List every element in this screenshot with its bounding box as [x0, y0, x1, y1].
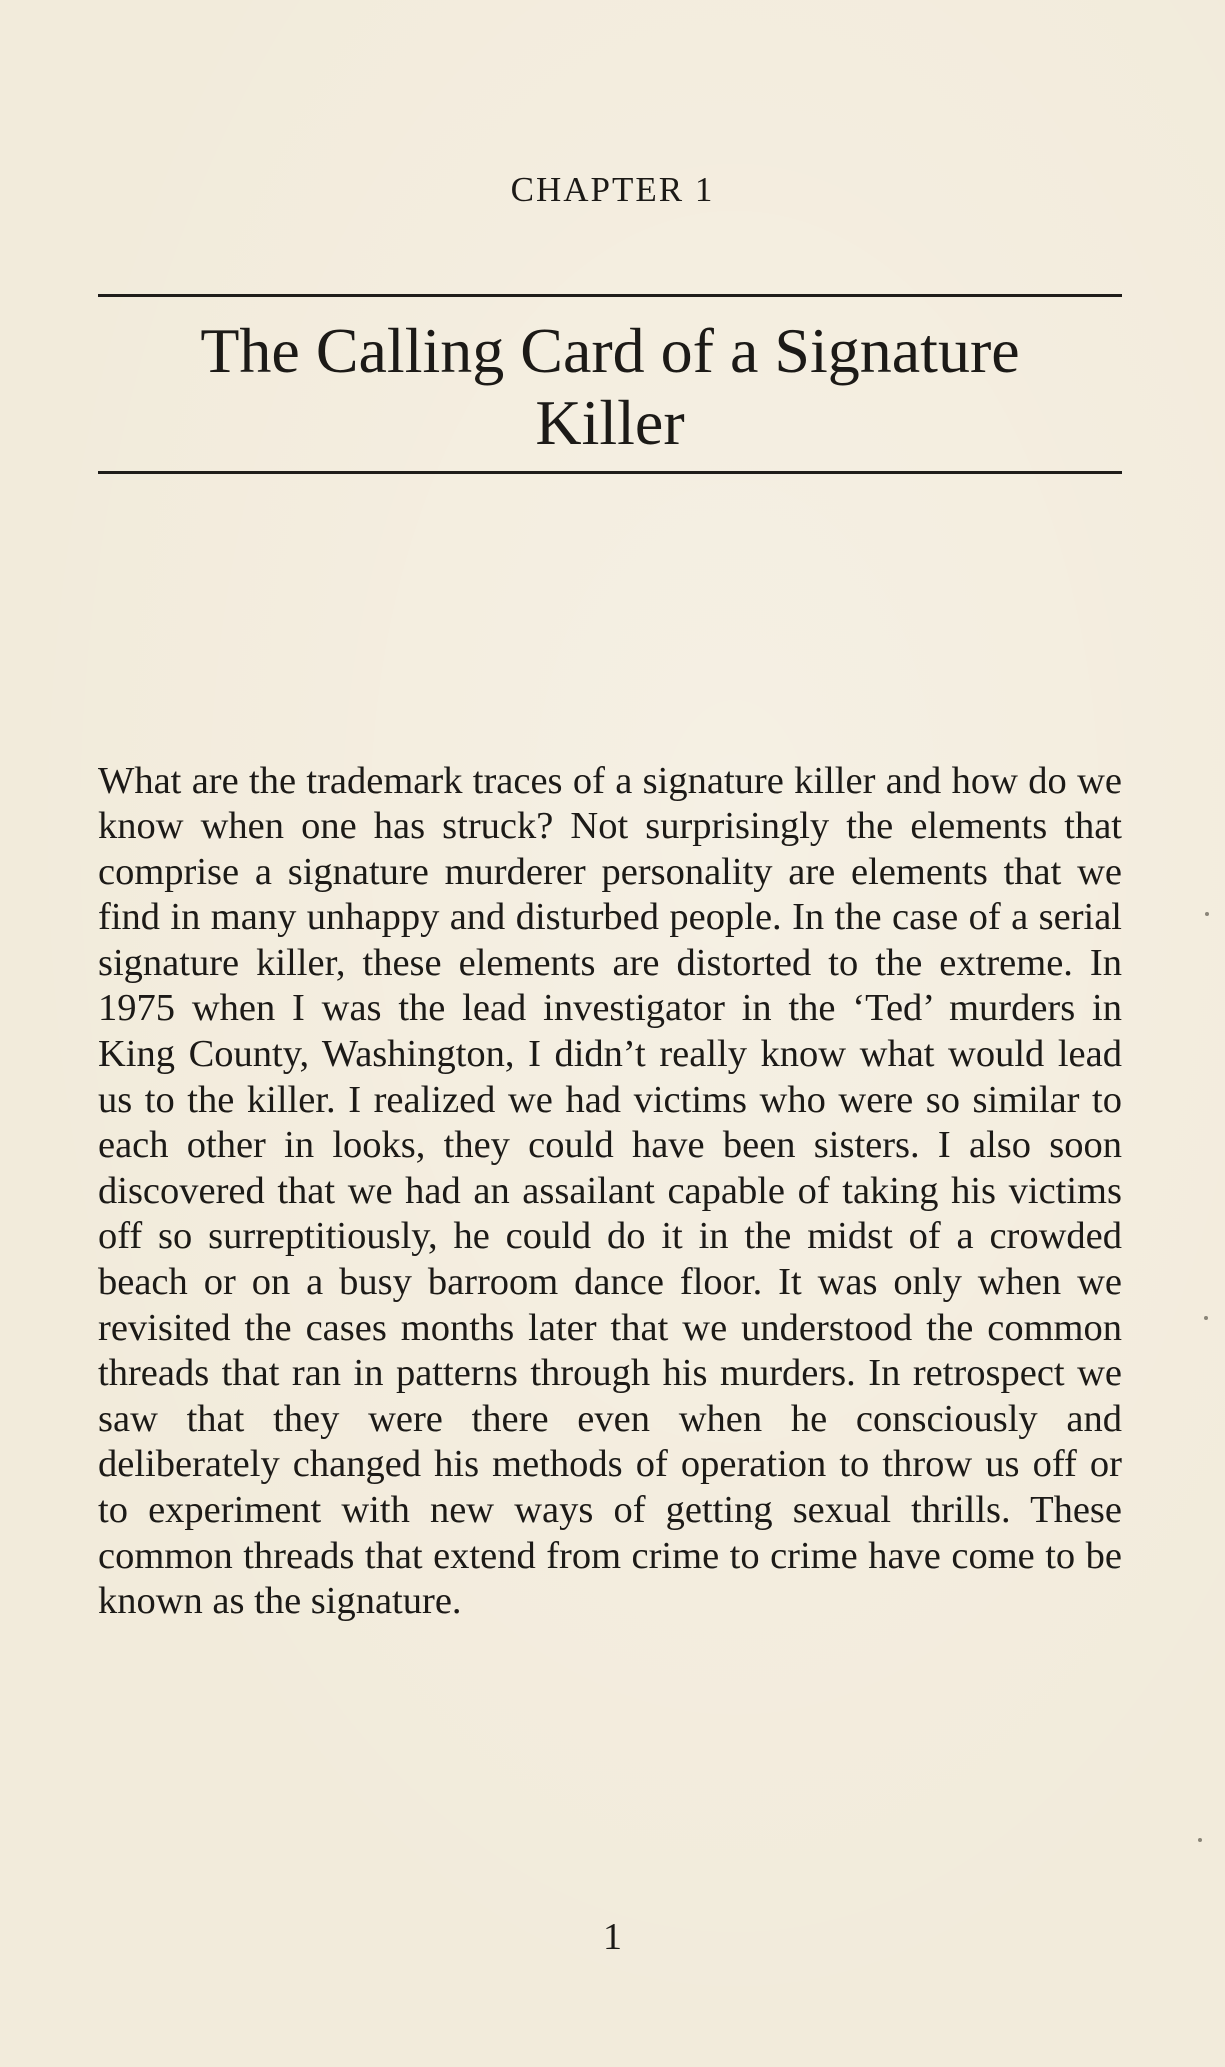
chapter-title-line-1: The Calling Card of a Signature	[200, 315, 1020, 386]
chapter-title-line-2: Killer	[535, 387, 685, 458]
paper-speck	[1205, 912, 1209, 916]
title-rule-bottom	[98, 471, 1122, 474]
page-number: 1	[603, 1916, 622, 1958]
title-rule-top	[98, 294, 1122, 297]
paper-speck	[1204, 1316, 1208, 1320]
chapter-title	[98, 315, 1122, 459]
paper-speck	[1198, 1838, 1202, 1842]
body-paragraph: What are the trademark traces of a signature killer and how do we know when one has struck? Not surprisingly the elements that comprise a signature murderer personality are elements that we find in many unhappy and disturbed people. In the case of a serial signature killer, these elements are distorted to the extreme. In 1975 when I was the lead investigator in the ‘Ted’ murders in King County, Washington, I didn’t really know what would lead us to the killer. I realized we had victims who were so similar to each other in looks, they could have been sisters. I also soon discovered that we had an assailant capable of taking his victims off so surreptitiously, he could do it in the midst of a crowded beach or on a busy barroom dance floor. It was only when we revisited the cases months later that we understood the common threads that ran in patterns through his murders. In retrospect we saw that they were there even when he consciously and deliberately changed his methods of operation to throw us off or to experiment with new ways of getting sexual thrills. These common threads that extend from crime to crime have come to be known as the signature.	[98, 759, 1122, 1623]
chapter-label: CHAPTER 1	[510, 170, 715, 209]
